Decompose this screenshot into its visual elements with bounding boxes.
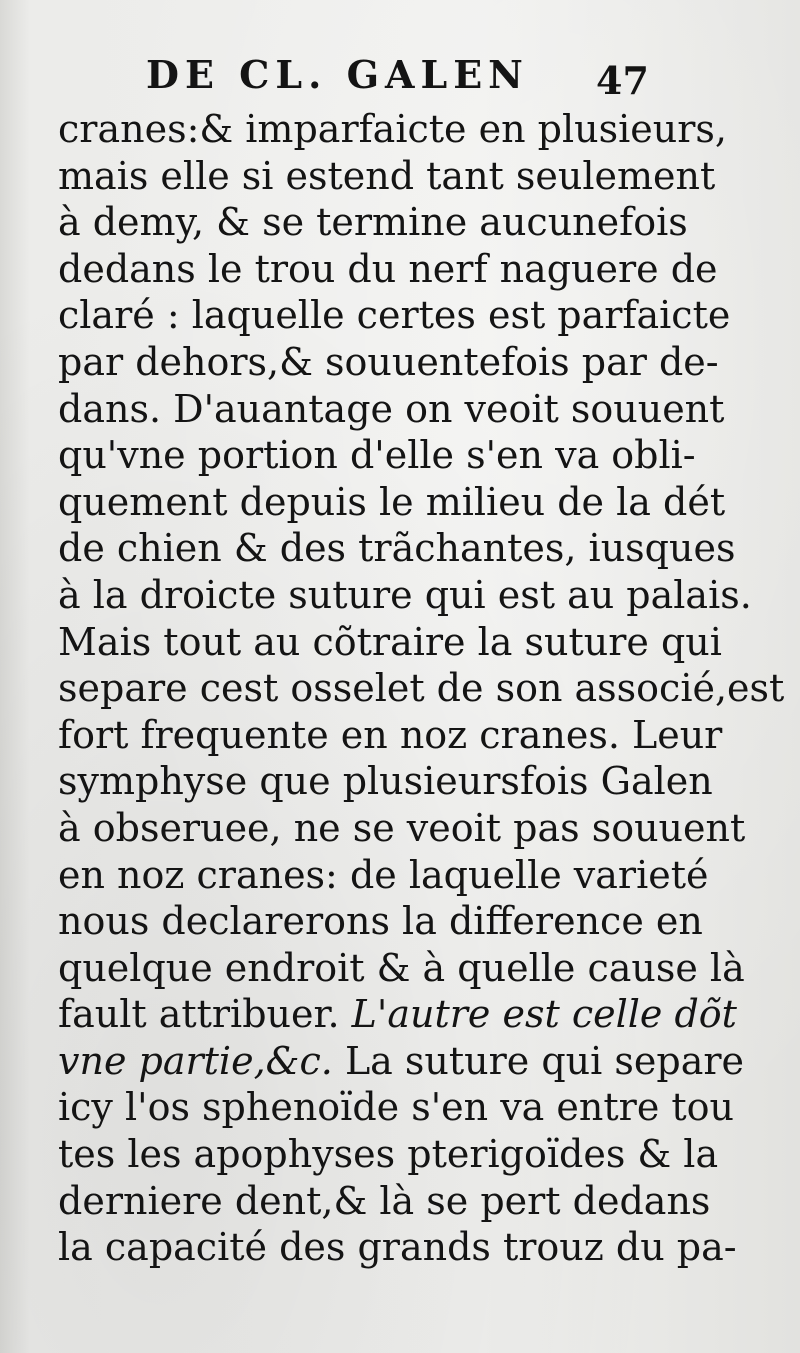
text-line-21: vne partie,&c. La suture qui separe bbox=[58, 1038, 745, 1083]
text-line-20: fault attribuer. L'autre est celle dõt bbox=[58, 992, 737, 1037]
text-line-10: de chien & des trãchantes, iusques bbox=[58, 526, 736, 571]
text-line-8: qu'vne portion d'elle s'en va obli- bbox=[58, 433, 696, 478]
text-line-19: quelque endroit & à quelle cause là bbox=[58, 945, 745, 990]
text-line-15: symphyse que plusieursfois Galen bbox=[58, 759, 713, 804]
text-line-24: derniere dent,& là se pert dedans bbox=[58, 1178, 711, 1223]
text-line-1: cranes:& imparfaicte en plusieurs, bbox=[58, 107, 727, 151]
text-line-22: icy l'os sphenoïde s'en va entre tou bbox=[58, 1085, 735, 1130]
text-line-7: dans. D'auantage on veoit souuent bbox=[58, 386, 725, 431]
text-line-9: quement depuis le milieu de la dét bbox=[58, 479, 726, 524]
text-line-11: à la droicte suture qui est au palais. bbox=[58, 572, 752, 617]
text-line-16: à obseruee, ne se veoit pas souuent bbox=[58, 805, 746, 850]
running-head: DE CL. GALEN bbox=[146, 52, 529, 97]
text-line-23: tes les apophyses pterigoïdes & la bbox=[58, 1132, 719, 1177]
italic-lemma: L'autre est celle dõt bbox=[351, 992, 737, 1037]
text-line-14: fort frequente en noz cranes. Leur bbox=[58, 712, 723, 757]
text-line-13: separe cest osselet de son associé,est bbox=[58, 666, 785, 711]
text-line-17: en noz cranes: de laquelle varieté bbox=[58, 852, 709, 897]
text-line-12: Mais tout au cõtraire la suture qui bbox=[58, 619, 722, 664]
text-line-4: dedans le trou du nerf naguere de bbox=[58, 246, 718, 291]
text-line-5: claré : laquelle certes est parfaicte bbox=[58, 293, 731, 338]
text-line-3: à demy, & se termine aucunefois bbox=[58, 200, 688, 245]
text-line-6: par dehors,& souuentefois par de- bbox=[58, 339, 719, 384]
body-text bbox=[58, 106, 785, 1271]
page-number: 47 bbox=[596, 58, 649, 103]
italic-lemma: vne partie,&c. bbox=[58, 1038, 333, 1083]
text-line-18: nous declarerons la difference en bbox=[58, 899, 703, 944]
text-line-25: la capacité des grands trouz du pa- bbox=[58, 1225, 737, 1270]
text-line-2: mais elle si estend tant seulement bbox=[58, 153, 716, 198]
